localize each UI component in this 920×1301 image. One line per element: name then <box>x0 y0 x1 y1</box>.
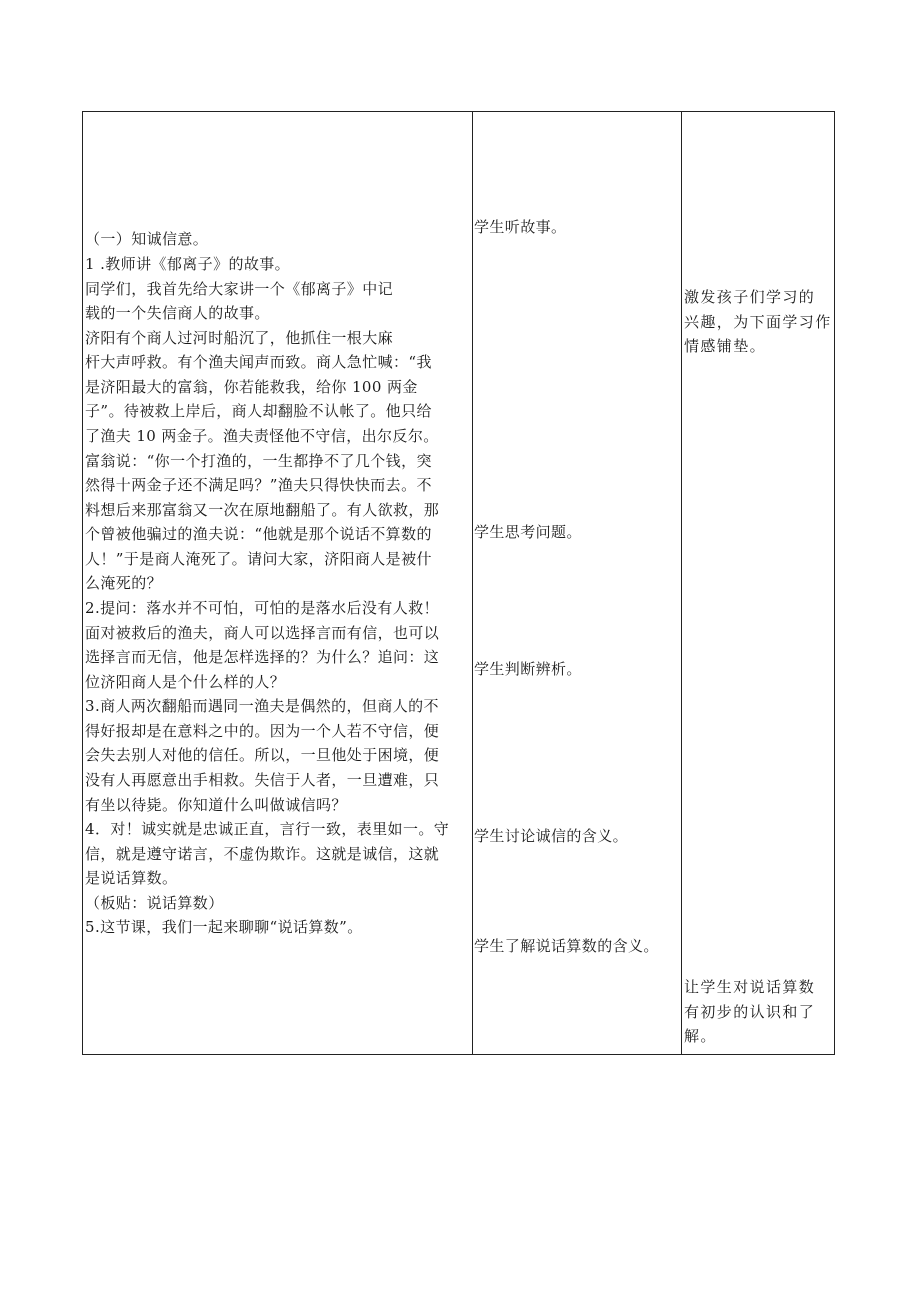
process-line: 选择言而无信，他是怎样选择的？为什么？追问：这 <box>85 648 440 666</box>
column-divider <box>472 112 473 1054</box>
process-line: 子”。待被救上岸后，商人却翻脸不认帐了。他只给 <box>85 402 432 420</box>
process-line: 1 .教师讲《郁离子》的故事。 <box>85 255 291 273</box>
student-activity: 学生听故事。 <box>474 218 567 236</box>
student-activity: 学生思考问题。 <box>474 523 582 541</box>
intent-line: 有初步的认识和了 <box>684 1003 816 1021</box>
process-line: 个曾被他骗过的渔夫说：“他就是那个说话不算数的 <box>85 525 432 543</box>
process-line: 4．对！诚实就是忠诚正直，言行一致，表里如一。守 <box>85 820 450 838</box>
process-line: 3.商人两次翻船而遇同一渔夫是偶然的，但商人的不 <box>85 697 439 715</box>
process-line: 得好报却是在意料之中的。因为一个人若不守信，便 <box>85 722 440 740</box>
process-line: （一）知诚信意。 <box>85 230 209 248</box>
process-line: 富翁说：“你一个打渔的，一生都挣不了几个钱，突 <box>85 452 432 470</box>
process-line: 人！”于是商人淹死了。请问大家，济阳商人是被什 <box>85 550 432 568</box>
student-activity: 学生讨论诚信的含义。 <box>474 827 629 845</box>
student-activity: 学生了解说话算数的含义。 <box>474 937 659 955</box>
process-line: 杆大声呼救。有个渔夫闻声而致。商人急忙喊：“我 <box>85 353 432 371</box>
process-line: 位济阳商人是个什么样的人？ <box>85 673 286 691</box>
process-line: 有坐以待毙。你知道什么叫做诚信吗？ <box>85 796 347 814</box>
process-line: 料想后来那富翁又一次在原地翻船了。有人欲救，那 <box>85 501 440 519</box>
process-line: 没有人再愿意出手相救。失信于人者，一旦遭难，只 <box>85 771 440 789</box>
process-line: 同学们，我首先给大家讲一个《郁离子》中记 <box>85 280 394 298</box>
intent-line: 情感铺垫。 <box>684 337 767 355</box>
process-line: 信，就是遵守诺言，不虚伪欺诈。这就是诚信，这就 <box>85 845 440 863</box>
process-line: 是济阳最大的富翁，你若能救我，给你 100 两金 <box>85 378 418 396</box>
lesson-plan-table <box>82 111 835 1055</box>
process-line: 济阳有个商人过河时船沉了，他抓住一根大麻 <box>85 329 394 347</box>
intent-line: 解。 <box>684 1027 717 1045</box>
process-line: （板贴：说话算数） <box>85 894 224 912</box>
process-line: 载的一个失信商人的故事。 <box>85 304 270 322</box>
process-line: 5.这节课，我们一起来聊聊“说话算数”。 <box>85 918 363 936</box>
intent-line: 激发孩子们学习的 <box>684 288 816 306</box>
process-line: 会失去别人对他的信任。所以，一旦他处于困境，便 <box>85 746 440 764</box>
student-activity: 学生判断辨析。 <box>474 660 582 678</box>
intent-line: 兴趣，为下面学习作 <box>684 313 832 331</box>
process-line: 是说话算数。 <box>85 869 178 887</box>
process-line: 么淹死的？ <box>85 574 163 592</box>
process-line: 2.提问：落水并不可怕，可怕的是落水后没有人救！ <box>85 599 439 617</box>
process-line: 面对被救后的渔夫，商人可以选择言而有信，也可以 <box>85 624 440 642</box>
process-line: 然得十两金子还不满足吗？”渔夫只得快快而去。不 <box>85 476 432 494</box>
column-divider <box>681 112 682 1054</box>
intent-line: 让学生对说话算数 <box>684 978 816 996</box>
process-line: 了渔夫 10 两金子。渔夫责怪他不守信，出尔反尔。 <box>85 427 439 445</box>
